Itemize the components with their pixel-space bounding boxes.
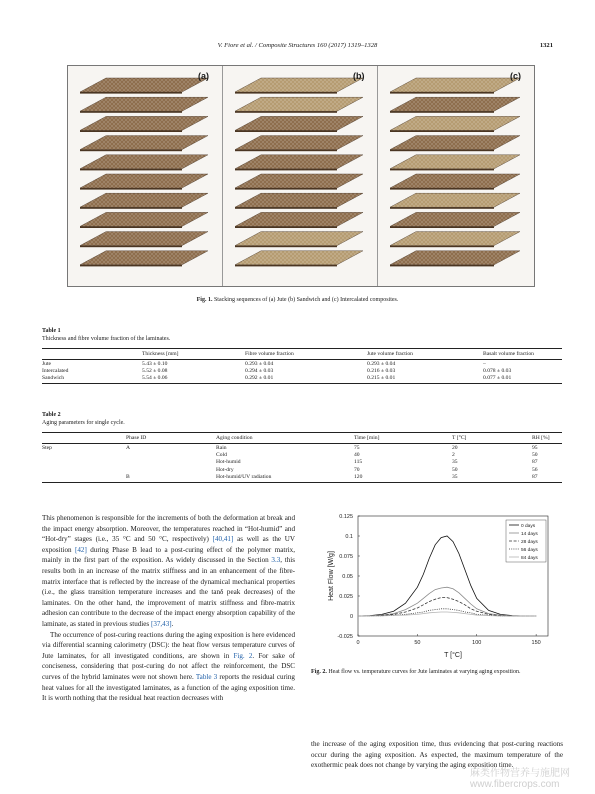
table-cell — [42, 451, 126, 458]
ply-texture — [390, 232, 520, 246]
ply-edge — [390, 169, 494, 171]
table-row — [42, 466, 562, 473]
table-row — [42, 459, 562, 466]
body-text-left-column — [42, 513, 295, 704]
watermark-line: www.fibercrops.com — [470, 779, 560, 790]
table-2 — [42, 432, 562, 483]
table-2-label: Table 2 — [42, 412, 61, 418]
table-row — [42, 360, 562, 368]
table-row — [42, 367, 562, 374]
table-cell: 87 — [532, 474, 562, 483]
page-number: 1321 — [539, 42, 553, 49]
table-cell — [126, 459, 216, 466]
table-row — [42, 375, 562, 384]
ply-texture — [80, 97, 208, 111]
y-tick-label: -0.025 — [337, 634, 353, 640]
table-cell: 35 — [452, 459, 458, 466]
ply-texture — [235, 116, 363, 130]
table-cell: Sandwich — [42, 375, 142, 384]
table-cell: Jute — [42, 360, 52, 367]
table-cell: 50 — [452, 466, 458, 473]
ply-edge — [235, 150, 337, 152]
paragraph — [42, 513, 295, 630]
ply-texture — [235, 97, 363, 111]
table-1-header: Jute volume fraction — [367, 349, 483, 360]
y-tick-label: 0.05 — [342, 574, 353, 580]
figure-1 — [67, 65, 535, 287]
ply-edge — [390, 226, 494, 228]
body-text-right-column: the increase of the aging exposition time, thus evidencing that post-curing reactions occur during the aging exposition. As expected, the maximum temperature of the exothermic peak does not change by varying the aging exposition time. — [311, 740, 563, 770]
table-2-header: Time [min] — [354, 433, 452, 444]
table-cell: Cold — [216, 452, 227, 459]
ply-edge — [235, 169, 337, 171]
ply-edge — [235, 111, 337, 113]
sandwich-stack-illustration — [223, 66, 377, 286]
ply-texture — [390, 116, 520, 130]
text-run: reports the residual curing heat values for all the investigated laminates, as a function of the aging exposition time. It is worth nothing that the residual heat reaction decreases with — [42, 672, 295, 703]
table-cell: Step — [42, 444, 52, 451]
ply-edge — [390, 265, 494, 267]
ply-edge — [390, 130, 494, 132]
ply-edge — [80, 265, 182, 267]
figure-1-panel-a — [68, 66, 223, 286]
ply-edge — [235, 246, 337, 248]
table-cell: 115 — [354, 459, 363, 466]
text-run: , this results both in an increase of the matrix stiffness and in an enhancement of the fibre-matrix interface that is reflected by the increase of the dynamical mechanical properties (i.e., the glass transition temperature increases and the tanδ peak decreases) of the laminates. On the other hand, the improvement of matrix stiffness and fibre-matrix adhesion can contribute to the decrease of the impact energy absorption capability of the laminate, as stated in previous studies — [42, 556, 295, 628]
paragraph — [42, 630, 295, 704]
table-cell: 95 — [532, 444, 538, 451]
ply-texture — [235, 193, 363, 207]
table-link[interactable]: Table 3 — [195, 672, 218, 681]
y-tick-label: 0.075 — [339, 554, 353, 560]
table-1-caption — [42, 327, 170, 343]
panel-label-b: (b) — [353, 71, 365, 81]
table-1-header: Basalt volume fraction — [483, 349, 562, 360]
table-cell: 50 — [532, 452, 538, 459]
ply-edge — [80, 130, 182, 132]
table-cell: – — [483, 360, 486, 367]
table-cell: Intercalated — [42, 368, 69, 375]
table-1 — [42, 348, 562, 384]
ply-texture — [235, 136, 363, 150]
ply-edge — [80, 150, 182, 152]
ply-texture — [390, 78, 520, 92]
figure-2-caption-label: Fig. 2. — [311, 669, 327, 675]
figure-1-caption-text: Stacking sequences of (a) Jute (b) Sandwich and (c) Intercalated composites. — [213, 297, 399, 303]
ply-texture — [235, 212, 363, 226]
ply-texture — [390, 212, 520, 226]
ply-edge — [80, 246, 182, 248]
watermark-line: 麻类作物营养与施肥网 — [470, 768, 570, 779]
ply-edge — [235, 226, 337, 228]
ply-texture — [80, 174, 208, 188]
watermark — [470, 768, 570, 790]
x-tick-label: 100 — [472, 640, 482, 646]
table-1-header: Thickness [mm] — [142, 349, 245, 360]
figure-link[interactable]: Fig. 2 — [233, 651, 253, 660]
legend-label: 84 days — [521, 555, 538, 561]
ply-texture — [80, 251, 208, 265]
x-tick-label: 50 — [414, 640, 421, 646]
text-run: This phenomenon is responsible for the increments of both the deformation at break and the impact energy absorption. Moreover, the temperatures reached in “Hot-humid” and “Hot-dry” stages (i.e., 35 °C and 50 °C, respectively) — [42, 514, 295, 544]
ply-texture — [80, 78, 208, 92]
ply-texture — [235, 232, 363, 246]
table-cell: 70 — [354, 466, 360, 473]
y-tick-label: 0.1 — [345, 534, 353, 540]
table-cell: 0.078 ± 0.03 — [483, 368, 512, 375]
table-row — [42, 451, 562, 458]
figure-2 — [322, 508, 558, 666]
table-cell: Hot-dry — [216, 466, 234, 473]
table-cell — [42, 459, 126, 466]
ply-texture — [235, 155, 363, 169]
ply-texture — [390, 97, 520, 111]
table-cell: 0.293 ± 0.04 — [245, 360, 274, 367]
text-run: . — [171, 619, 174, 628]
ply-edge — [235, 92, 337, 94]
table-cell: 56 — [532, 466, 538, 473]
table-cell — [126, 466, 216, 473]
ply-edge — [390, 111, 494, 113]
ply-edge — [235, 130, 337, 132]
ply-texture — [80, 193, 208, 207]
panel-label-a: (a) — [198, 71, 209, 81]
text-run: during Phase B lead to a post-curing effect of the polymer matrix, mainly in the first part of the exposition. As widely discussed in the Section — [42, 545, 295, 565]
figure-2-caption — [311, 668, 563, 676]
legend-label: 28 days — [521, 539, 538, 545]
table-cell: 2 — [452, 452, 455, 459]
legend-label: 56 days — [521, 547, 538, 553]
ply-edge — [80, 169, 182, 171]
legend-label: 14 days — [521, 531, 538, 537]
journal-citation: V. Fiore et al. / Composite Structures 160 (2017) 1319–1328 — [217, 42, 378, 49]
ply-edge — [390, 246, 494, 248]
table-cell: 5.52 ± 0.08 — [142, 368, 168, 375]
table-cell: 35 — [452, 474, 532, 483]
table-cell: 0.215 ± 0.01 — [367, 375, 483, 384]
table-cell: 20 — [452, 444, 458, 451]
table-cell: 0.294 ± 0.03 — [245, 368, 274, 375]
figure-1-panel-c — [378, 66, 532, 286]
table-2-header — [42, 433, 126, 444]
ply-texture — [390, 136, 520, 150]
table-2-title: Aging parameters for single cycle. — [42, 420, 125, 426]
running-header — [0, 42, 595, 54]
table-cell: 5.54 ± 0.06 — [142, 375, 245, 384]
ply-edge — [390, 207, 494, 209]
table-1-title: Thickness and fibre volume fraction of the laminates. — [42, 336, 171, 342]
text-run: as well as the UV exposition — [42, 535, 296, 554]
x-tick-label: 0 — [356, 640, 360, 646]
figure-1-caption-label: Fig. 1. — [196, 297, 213, 303]
table-cell: 0.293 ± 0.04 — [367, 360, 396, 367]
table-2-header: RH [%] — [532, 433, 562, 444]
table-cell: Hot-humid/UV radiation — [216, 474, 354, 483]
ply-edge — [80, 111, 182, 113]
ply-texture — [235, 251, 363, 265]
legend-label: 0 days — [521, 523, 536, 529]
ply-edge — [235, 265, 337, 267]
y-axis-label: Heat Flow [W/g] — [328, 551, 335, 601]
ply-texture — [80, 136, 208, 150]
figure-1-panel-b — [223, 66, 378, 286]
ply-edge — [390, 188, 494, 190]
ply-texture — [80, 212, 208, 226]
table-cell: 0.077 ± 0.01 — [483, 375, 562, 384]
ply-edge — [80, 92, 182, 94]
citation-link[interactable]: [37,43] — [150, 619, 172, 628]
table-cell: Hot-humid — [216, 459, 241, 466]
table-cell — [126, 451, 216, 458]
table-2-header: T [°C] — [452, 433, 532, 444]
table-cell: Rain — [216, 444, 227, 451]
ply-texture — [390, 193, 520, 207]
table-cell: B — [126, 474, 216, 483]
ply-texture — [390, 251, 520, 265]
ply-edge — [80, 188, 182, 190]
x-axis-label: T [°C] — [444, 652, 462, 659]
table-cell: 0.216 ± 0.03 — [367, 368, 396, 375]
ply-edge — [235, 188, 337, 190]
figure-1-caption — [0, 297, 595, 303]
table-2-header: Phase ID — [126, 433, 216, 444]
table-row — [42, 444, 562, 452]
intercalated-stack-illustration — [378, 66, 534, 286]
figure-2-caption-text: Heat flow vs. temperature curves for Jute laminates at varying aging exposition. — [328, 669, 521, 675]
table-cell — [42, 466, 126, 473]
y-tick-label: 0.025 — [339, 594, 353, 600]
ply-texture — [235, 174, 363, 188]
table-cell: 120 — [354, 474, 452, 483]
table-2-caption — [42, 411, 125, 427]
x-tick-label: 150 — [531, 640, 541, 646]
text-run: The occurrence of post-curing reactions during the aging exposition is here evidenced via differential scanning calorimetry (DSC): the heat flow versus temperature curves of Jute laminates, for all investigated conditions, are shown in — [42, 630, 295, 660]
table-cell: 87 — [532, 459, 538, 466]
table-row — [42, 474, 562, 483]
table-1-header — [42, 349, 142, 360]
ply-edge — [390, 92, 494, 94]
table-cell: 40 — [354, 452, 360, 459]
ply-texture — [80, 155, 208, 169]
table-1-label: Table 1 — [42, 328, 61, 334]
citation-link[interactable]: [40,41] — [212, 535, 234, 544]
text-run: . For sake of conciseness, considering that post-curing do not affect the reinforcement, the DSC curves of the hybrid laminates were not shown here. — [42, 651, 296, 681]
table-cell: 0.292 ± 0.01 — [245, 375, 367, 384]
section-link[interactable]: 3.3 — [271, 556, 281, 565]
y-tick-label: 0 — [349, 614, 353, 620]
ply-texture — [390, 155, 520, 169]
ply-edge — [80, 226, 182, 228]
table-1-header: Fibre volume fraction — [245, 349, 367, 360]
ply-texture — [80, 116, 208, 130]
ply-edge — [235, 207, 337, 209]
ply-texture — [80, 232, 208, 246]
table-cell: 75 — [354, 444, 360, 451]
heat-flow-chart — [322, 508, 558, 666]
ply-edge — [80, 207, 182, 209]
panel-label-c: (c) — [510, 71, 521, 81]
y-tick-label: 0.125 — [339, 514, 353, 520]
ply-edge — [390, 150, 494, 152]
table-cell: 5.43 ± 0.10 — [142, 360, 168, 367]
ply-texture — [235, 78, 363, 92]
table-2-header: Aging condition — [216, 433, 354, 444]
jute-stack-illustration — [68, 66, 222, 286]
table-cell — [42, 474, 126, 483]
table-cell: A — [126, 444, 131, 451]
ply-texture — [390, 174, 520, 188]
citation-link[interactable]: [42] — [74, 545, 87, 554]
